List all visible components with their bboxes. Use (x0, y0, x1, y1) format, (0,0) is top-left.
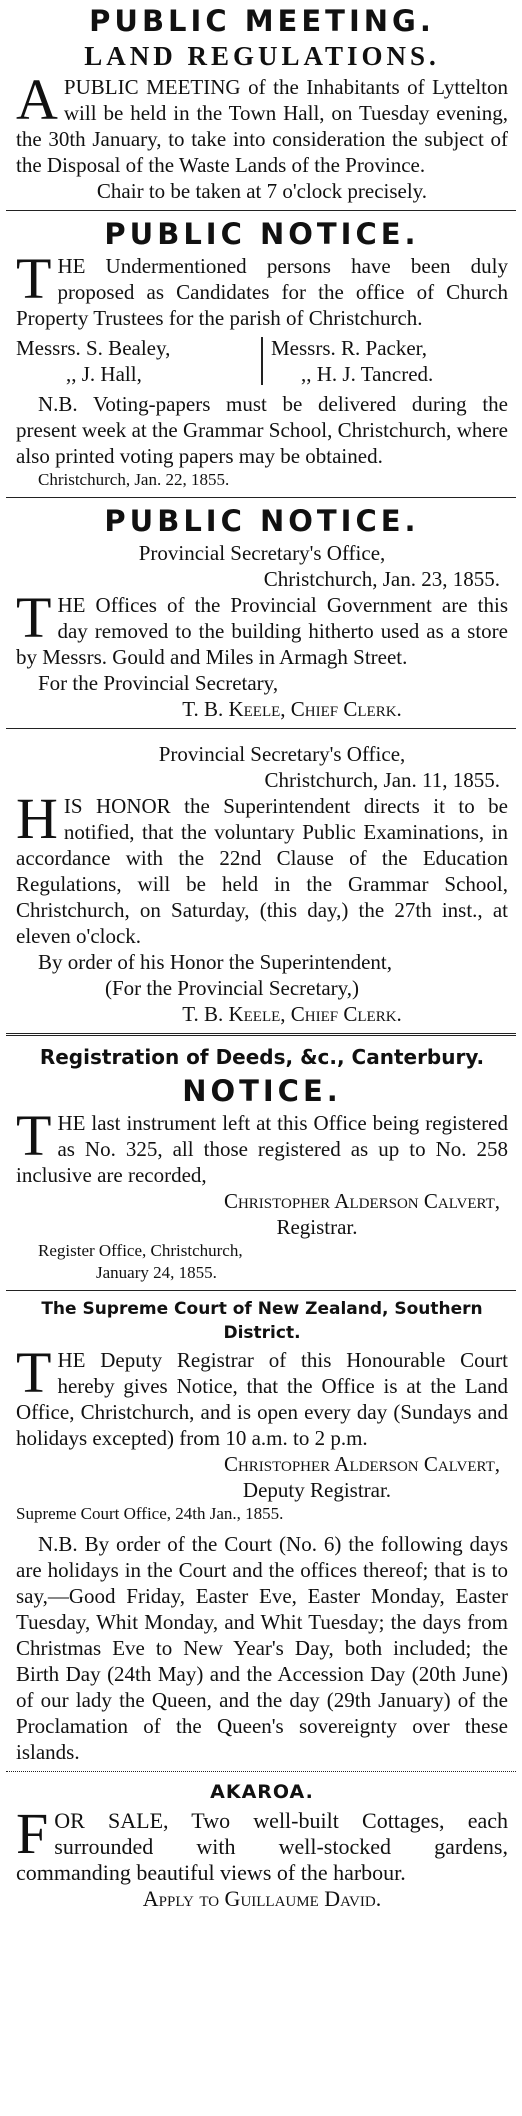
dateline: Christchurch, Jan. 22, 1855. (38, 470, 230, 489)
notice-body (16, 67, 508, 178)
trustees-notice (6, 217, 516, 491)
divider (6, 210, 516, 211)
notice-subtitle: NOTICE. (182, 1074, 342, 1108)
candidate: ,, J. Hall, (66, 362, 142, 386)
candidates-right (271, 335, 508, 387)
office-date-line: Supreme Court Office, 24th Jan., 1855. (16, 1504, 284, 1523)
notice-text: HE Undermentioned persons have been duly proposed as Candidates for the office of Church Property Trustees for the parish of Christchurch. (16, 254, 508, 330)
notice-subtitle: LAND REGULATIONS. (84, 41, 440, 71)
examinations-notice (6, 735, 516, 1027)
signature: Christopher Alderson Calvert, (223, 1452, 500, 1476)
apply-line: Apply to Guillaume David. (142, 1886, 382, 1911)
notice-text: PUBLIC MEETING of the Inhabitants of Lyttelton will be held in the Town Hall, on Tuesday evening, the 30th January, to take into consideration the subject of the Disposal of the Waste Lands of the Province. (16, 75, 508, 177)
for-line: For the Provincial Secretary, (38, 671, 279, 695)
candidate: Messrs. R. Packer, (271, 336, 428, 360)
divider (6, 728, 516, 729)
candidates-list (16, 335, 508, 387)
from-line: Provincial Secretary's Office, (138, 541, 386, 565)
drop-capital: A (16, 67, 58, 132)
notice-body (16, 1340, 508, 1451)
notice-title: Registration of Deeds, &c., Canterbury. (39, 1045, 485, 1069)
notice-title: PUBLIC NOTICE. (104, 217, 420, 251)
candidate: Messrs. S. Bealey, (16, 336, 171, 360)
for-line: (For the Provincial Secretary,) (104, 976, 360, 1000)
signature: T. B. Keele, Chief Clerk. (182, 1002, 402, 1026)
court-notice (6, 1297, 516, 1765)
signatory-role: Deputy Registrar. (242, 1478, 392, 1502)
drop-capital: F (16, 1801, 49, 1866)
divider (6, 497, 516, 498)
public-meeting-notice (6, 4, 516, 204)
notice-text: HE Deputy Registrar of this Honourable Court hereby gives Notice, that the Office is at the Land Office, Christchurch, and is open every day (Sundays and holidays excepted) from 10 a.m. to 2 p.m. (16, 1348, 508, 1450)
drop-capital: T (16, 1340, 52, 1405)
column-bar (261, 337, 263, 385)
deeds-notice (6, 1042, 516, 1284)
akaroa-notice (6, 1778, 516, 1912)
signature: T. B. Keele, Chief Clerk. (182, 697, 402, 721)
drop-capital: H (16, 786, 58, 851)
by-order-line: By order of his Honor the Superintendent, (38, 950, 393, 974)
notice-body (16, 585, 508, 670)
office-line: Register Office, Christchurch, (38, 1241, 243, 1260)
notice-text: OR SALE, Two well-built Cottages, each surrounded with well-stocked gardens, commanding beautiful views of the harbour. (16, 1808, 508, 1885)
notice-text: HE last instrument left at this Office being registered as No. 325, all those registered as up to No. 258 inclusive are recorded, (16, 1111, 508, 1187)
from-date: Christchurch, Jan. 23, 1855. (263, 567, 500, 591)
candidate: ,, H. J. Tancred. (301, 362, 434, 386)
nb-text: N.B. By order of the Court (No. 6) the following days are holidays in the Court and the offices thereof; that is to say,—Good Friday, Easter Eve, Easter Monday, Easter Tuesday, Whit Monday, and Whit Tuesday; the days from Christmas Eve to New Year's Day, both included; the Birth Day (24th May) and the Accession Day (20th June) of our lady the Queen, and the day (29th January) of the Proclamation of the Queen's sovereignty over these islands. (16, 1532, 508, 1764)
newspaper-column (6, 0, 516, 1912)
drop-capital: T (16, 585, 52, 650)
notice-body (16, 786, 508, 949)
notice-title: The Supreme Court of New Zealand, Southern District. (41, 1299, 483, 1343)
divider (6, 1290, 516, 1291)
divider (6, 1771, 516, 1772)
notice-title: PUBLIC NOTICE. (104, 504, 420, 538)
signatory-role: Registrar. (276, 1215, 358, 1239)
notice-body (16, 1103, 508, 1188)
notice-body (16, 246, 508, 331)
divider (6, 1033, 516, 1036)
chair-line: Chair to be taken at 7 o'clock precisely. (96, 179, 428, 203)
from-date: Christchurch, Jan. 11, 1855. (264, 768, 500, 792)
notice-title: AKAROA. (210, 1781, 314, 1803)
nb-text: N.B. Voting-papers must be delivered during the present week at the Grammar School, Christchurch, where also printed voting papers may be obtained. (16, 392, 508, 468)
candidates-left (16, 335, 253, 387)
notice-title: PUBLIC MEETING. (89, 4, 435, 38)
signature: Christopher Alderson Calvert, (223, 1189, 500, 1213)
date-line: January 24, 1855. (96, 1263, 217, 1282)
from-line: Provincial Secretary's Office, (158, 742, 406, 766)
notice-body (16, 1801, 508, 1886)
drop-capital: T (16, 246, 52, 311)
notice-text: IS HONOR the Superintendent directs it to be notified, that the voluntary Public Examinations, in accordance with the 22nd Clause of the Education Regulations, will be held in the Grammar School, Christchurch, on Saturday, (this day,) the 27th inst., at eleven o'clock. (16, 794, 508, 948)
drop-capital: T (16, 1103, 52, 1168)
notice-text: HE Offices of the Provincial Government are this day removed to the building hitherto used as a store by Messrs. Gould and Miles in Armagh Street. (16, 593, 508, 669)
offices-notice (6, 504, 516, 722)
